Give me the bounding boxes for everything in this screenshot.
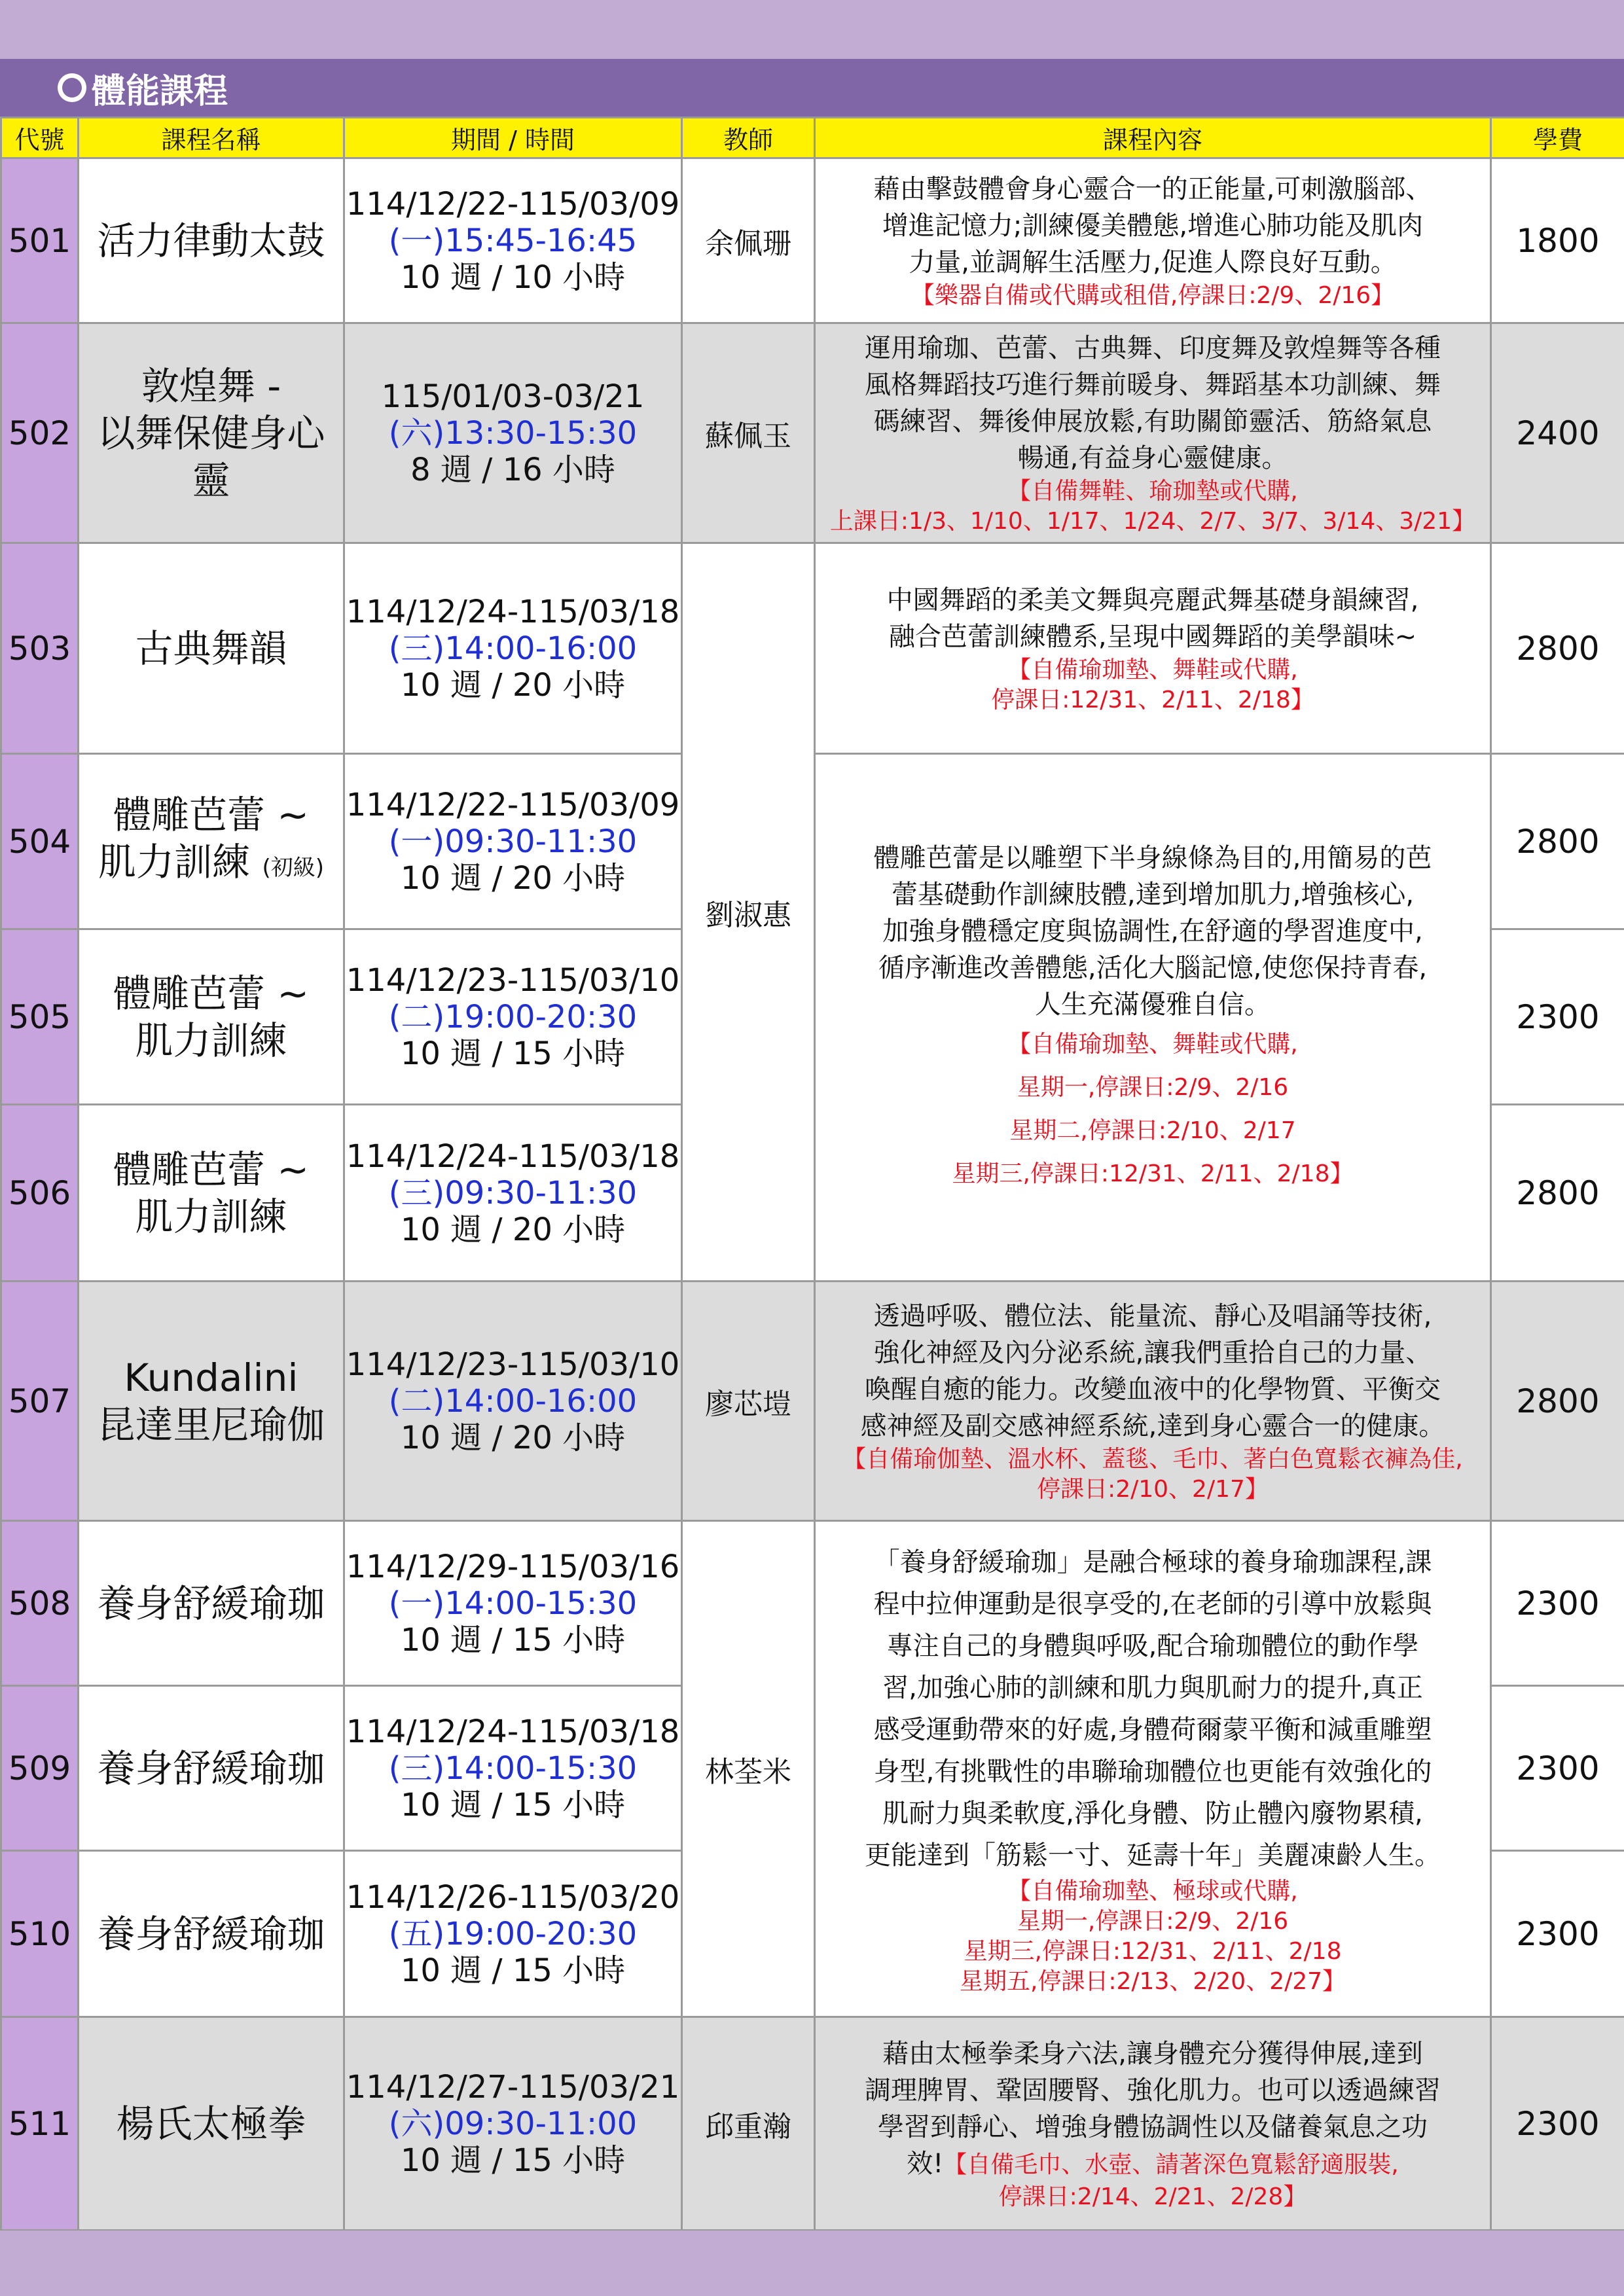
header-fee: 學費: [1491, 118, 1624, 158]
course-name: 養身舒緩瑜珈: [79, 1851, 344, 2017]
course-table: [0, 117, 1624, 2231]
header-content: 課程內容: [815, 118, 1491, 158]
course-code: 510: [1, 1851, 79, 2017]
bottom-band: [0, 2231, 1624, 2296]
course-fee: 2300: [1491, 1851, 1624, 2017]
course-period: 114/12/24-115/03/18 (三)09:30-11:30 10 週 / 20 小時: [344, 1105, 682, 1282]
course-period: 114/12/22-115/03/09 (一)09:30-11:30 10 週 / 20 小時: [344, 754, 682, 929]
course-name: 古典舞韻: [79, 543, 344, 754]
bullseye-icon: [58, 73, 86, 102]
table-row: [1, 158, 1624, 323]
course-name: 養身舒緩瑜珈: [79, 1686, 344, 1851]
course-teacher: 林荃米: [682, 1521, 815, 2017]
course-fee: 2800: [1491, 1282, 1624, 1521]
course-name: 體雕芭蕾 ~ 肌力訓練 (初級): [79, 754, 344, 929]
course-teacher: 邱重瀚: [682, 2017, 815, 2231]
course-period: 114/12/27-115/03/21 (六)09:30-11:00 10 週 / 15 小時: [344, 2017, 682, 2231]
course-period: 114/12/23-115/03/10 (二)19:00-20:30 10 週 / 15 小時: [344, 929, 682, 1105]
header-code: 代號: [1, 118, 79, 158]
course-code: 509: [1, 1686, 79, 1851]
course-fee: 2300: [1491, 929, 1624, 1105]
section-header: [0, 59, 1624, 117]
course-content: 「養身舒緩瑜珈」是融合極球的養身瑜珈課程,課 程中拉伸運動是很享受的,在老師的引導中放鬆與 專注自己的身體與呼吸,配合瑜珈體位的動作學 習,加強心肺的訓練和肌力與肌耐力的提升,真正 感受運動帶來的好處,身體荷爾蒙平衡和減重雕塑 身型,有挑戰性的串聯瑜珈體位也更能有效強化的 肌耐力與柔軟度,淨化身體、防止體內廢物累積, 更能達到「筋鬆一寸、延壽十年」美麗凍齡人生。 【自備瑜珈墊、極球或代購, 星期一,停課日:2/9、2/16 星期三,停課日:12/31、2/11、2/18 星期五,停課日:2/13、2/20、2/27】: [815, 1521, 1491, 2017]
course-name: 養身舒緩瑜珈: [79, 1521, 344, 1686]
course-period: 114/12/29-115/03/16 (一)14:00-15:30 10 週 / 15 小時: [344, 1521, 682, 1686]
course-teacher: 余佩珊: [682, 158, 815, 323]
course-name: 敦煌舞 - 以舞保健身心靈: [79, 323, 344, 543]
course-teacher: 劉淑惠: [682, 543, 815, 1282]
course-code: 503: [1, 543, 79, 754]
course-period: 115/01/03-03/21 (六)13:30-15:30 8 週 / 16 小時: [344, 323, 682, 543]
course-fee: 2300: [1491, 1521, 1624, 1686]
course-fee: 2300: [1491, 1686, 1624, 1851]
course-code: 505: [1, 929, 79, 1105]
course-content: 體雕芭蕾是以雕塑下半身線條為目的,用簡易的芭 蕾基礎動作訓練肢體,達到增加肌力,增強核心, 加強身體穩定度與協調性,在舒適的學習進度中, 循序漸進改善體態,活化大腦記憶,使您保持青春, 人生充滿優雅自信。 【自備瑜珈墊、舞鞋或代購, 星期一,停課日:2/9、2/16 星期二,停課日:2/10、2/17 星期三,停課日:12/31、2/11、2/18】: [815, 754, 1491, 1282]
course-fee: 2300: [1491, 2017, 1624, 2231]
table-row: [1, 2017, 1624, 2231]
course-teacher: 廖芯塏: [682, 1282, 815, 1521]
table-row: [1, 1521, 1624, 1686]
table-header-row: [1, 118, 1624, 158]
course-period: 114/12/23-115/03/10 (二)14:00-16:00 10 週 / 20 小時: [344, 1282, 682, 1521]
course-code: 511: [1, 2017, 79, 2231]
table-row: [1, 323, 1624, 543]
course-fee: 2800: [1491, 754, 1624, 929]
header-teacher: 教師: [682, 118, 815, 158]
course-code: 507: [1, 1282, 79, 1521]
header-name: 課程名稱: [79, 118, 344, 158]
course-name: 體雕芭蕾 ~ 肌力訓練: [79, 1105, 344, 1282]
course-content: 運用瑜珈、芭蕾、古典舞、印度舞及敦煌舞等各種 風格舞蹈技巧進行舞前暖身、舞蹈基本功訓練、舞 碼練習、舞後伸展放鬆,有助關節靈活、筋絡氣息 暢通,有益身心靈健康。 【自備舞鞋、瑜珈墊或代購, 上課日:1/3、1/10、1/17、1/24、2/7、3/7、3/14、3/21】: [815, 323, 1491, 543]
course-name: Kundalini 昆達里尼瑜伽: [79, 1282, 344, 1521]
course-teacher: 蘇佩玉: [682, 323, 815, 543]
course-content: 透過呼吸、體位法、能量流、靜心及唱誦等技術, 強化神經及內分泌系統,讓我們重拾自己的力量、 喚醒自癒的能力。改變血液中的化學物質、平衡交 感神經及副交感神經系統,達到身心靈合一的健康。 【自備瑜伽墊、溫水杯、蓋毯、毛巾、著白色寬鬆衣褲為佳, 停課日:2/10、2/17】: [815, 1282, 1491, 1521]
level-note: (初級): [262, 855, 324, 881]
course-fee: 2400: [1491, 323, 1624, 543]
course-content: 中國舞蹈的柔美文舞與亮麗武舞基礎身韻練習, 融合芭蕾訓練體系,呈現中國舞蹈的美學韻味~ 【自備瑜珈墊、舞鞋或代購, 停課日:12/31、2/11、2/18】: [815, 543, 1491, 754]
table-row: [1, 1282, 1624, 1521]
header-period: 期間 / 時間: [344, 118, 682, 158]
course-fee: 2800: [1491, 1105, 1624, 1282]
course-name: 活力律動太鼓: [79, 158, 344, 323]
course-code: 501: [1, 158, 79, 323]
course-period: 114/12/24-115/03/18 (三)14:00-15:30 10 週 / 15 小時: [344, 1686, 682, 1851]
course-fee: 1800: [1491, 158, 1624, 323]
course-code: 504: [1, 754, 79, 929]
table-row: [1, 543, 1624, 754]
top-band: [0, 0, 1624, 59]
course-period: 114/12/22-115/03/09 (一)15:45-16:45 10 週 / 10 小時: [344, 158, 682, 323]
course-code: 508: [1, 1521, 79, 1686]
course-content: 藉由擊鼓體會身心靈合一的正能量,可刺激腦部、 增進記憶力;訓練優美體態,增進心肺功能及肌肉 力量,並調解生活壓力,促進人際良好互動。 【樂器自備或代購或租借,停課日:2/9、2/16】: [815, 158, 1491, 323]
course-fee: 2800: [1491, 543, 1624, 754]
course-content: 藉由太極拳柔身六法,讓身體充分獲得伸展,達到 調理脾胃、鞏固腰腎、強化肌力。也可以透過練習 學習到靜心、增強身體協調性以及儲養氣息之功 效!【自備毛巾、水壺、請著深色寬鬆舒適服裝, 停課日:2/14、2/21、2/28】: [815, 2017, 1491, 2231]
course-code: 502: [1, 323, 79, 543]
course-name: 楊氏太極拳: [79, 2017, 344, 2231]
course-name: 體雕芭蕾 ~ 肌力訓練: [79, 929, 344, 1105]
course-code: 506: [1, 1105, 79, 1282]
section-title: 體能課程: [92, 71, 228, 111]
course-period: 114/12/26-115/03/20 (五)19:00-20:30 10 週 / 15 小時: [344, 1851, 682, 2017]
course-period: 114/12/24-115/03/18 (三)14:00-16:00 10 週 / 20 小時: [344, 543, 682, 754]
